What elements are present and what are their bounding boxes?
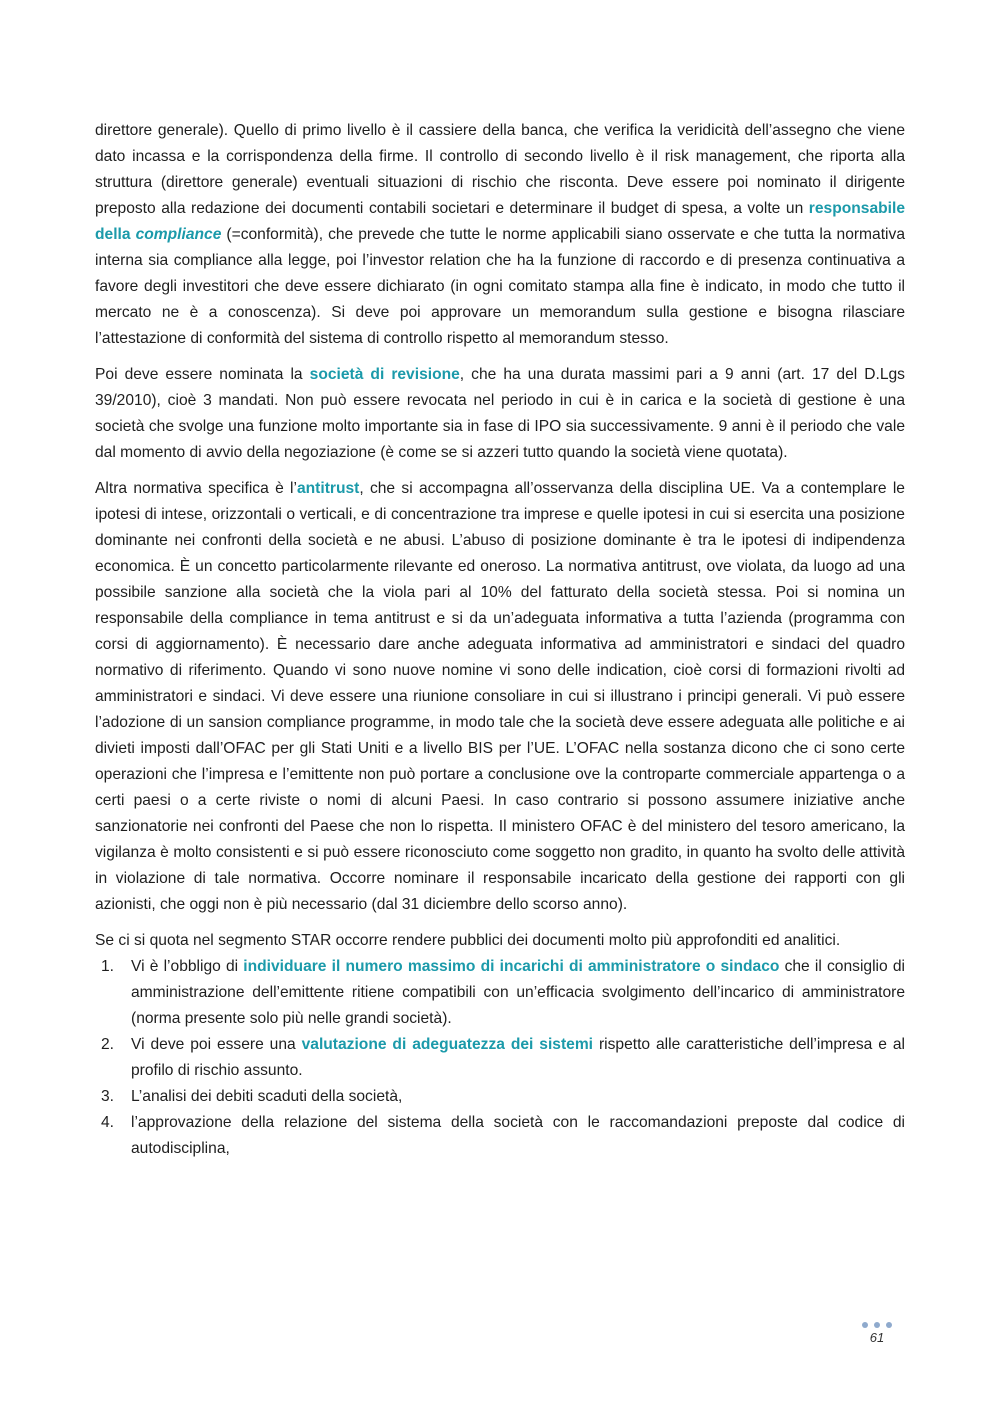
dot-icon (886, 1322, 892, 1328)
list-number: 4. (101, 1114, 115, 1131)
text: Se ci si quota nel segmento STAR occorre rendere pubblici dei documenti molto più approfonditi ed analitici. (95, 932, 841, 949)
highlight-term: individuare il numero massimo di incarichi di amministratore o sindaco (243, 958, 780, 975)
list-number: 2. (101, 1036, 115, 1053)
numbered-list (95, 954, 905, 1162)
text: Vi è l’obbligo di (131, 958, 244, 975)
text: che il consiglio di amministrazione dell’emittente ritiene compatibili con un’efficacia svolgimento dell’incarico di amministratore (norma presente solo più nelle grandi società). (131, 958, 905, 1027)
text: (=conformità), che prevede che tutte le norme applicabili siano osservate e che tutta la normativa interna sia compliance alla legge, poi l’investor relation che ha la funzione di raccordo e di presenza continuativa a favore degli investitori che deve essere dichiarato (in ogni comitato stampa alla fine è indicato, in modo che tutto il mercato ne è a conoscenza). Si deve poi approvare un memorandum sulla gestione e bisogna rilasciare l’attestazione di conformità del sistema di controllo rispetto al memorandum stesso. (95, 226, 905, 347)
highlight-term: valutazione di adeguatezza dei sistemi (301, 1036, 594, 1053)
paragraph-governance (95, 118, 905, 352)
dot-icon (874, 1322, 880, 1328)
text: , che ha una durata massimi pari a 9 anni (art. 17 del D.Lgs 39/2010), cioè 3 mandati. Non può essere revocata nel periodo in cui è in carica e la società di gestione è una società che svolge una funzione molto importante sia in fase di IPO sia successivamente. 9 anni è il periodo che vale dal momento di avvio della negoziazione (è come se si azzeri tutto quando la società viene quotata). (95, 366, 905, 461)
text: rispetto alle caratteristiche dell’impresa e al profilo di rischio assunto. (131, 1036, 905, 1079)
list-item (95, 1032, 905, 1084)
text: L’analisi dei debiti scaduti della società, (131, 1088, 403, 1105)
list-item (95, 1110, 905, 1162)
text: Altra normativa specifica è l’ (95, 480, 297, 497)
page-footer (855, 1322, 899, 1346)
paragraph-revisione (95, 362, 905, 466)
highlight-term-italic: compliance (135, 226, 222, 243)
page-number: 61 (869, 1330, 885, 1345)
highlight-term: antitrust (296, 480, 360, 497)
text: Vi deve poi essere una (131, 1036, 302, 1053)
highlight-term: società di revisione (309, 366, 460, 383)
list-item (95, 1084, 905, 1110)
list-number: 3. (101, 1088, 115, 1105)
document-body (95, 118, 905, 1162)
highlight-term: responsabile della (95, 200, 905, 243)
text: , che si accompagna all’osservanza della disciplina UE. Va a contemplare le ipotesi di intese, orizzontali o verticali, e di concentrazione tra imprese e quelle ipotesi in cui si esercita una posizione dominante nei confronti della società e ne abusi. L’abuso di posizione dominante è tra le ipotesi di indipendenza economica. È un concetto particolarmente rilevante ed oneroso. La normativa antitrust, ove violata, da luogo ad una possibile sanzione alla società che la viola pari al 10% del fatturato della società stessa. Poi si nomina un responsabile della compliance in tema antitrust e si da un’adeguata informativa a tutta l’azienda (programma con corsi di aggiornamento). È necessario dare anche adeguata informativa ad amministratori e sindaci del quadro normativo di riferimento. Quando vi sono nuove nomine vi sono delle indication, cioè corsi di formazioni rivolti ad amministratori e sindaci. Vi deve essere una riunione consoliare in cui si illustrano i principi generali. Vi può essere l’adozione di un sansion compliance programme, in modo tale che la società deve essere adeguata alle politiche e ai divieti imposti dall’OFAC per gli Stati Uniti e a livello BIS per l’UE. L’OFAC nella sostanza dicono che ci sono certe operazioni che l’impresa e l’emittente non può portare a conclusione ove la controparte commerciale appartenga o a certi paesi o a certe riviste o nomi di alcuni Paesi. In caso contrario si possono assumere iniziative anche sanzionatorie nei confronti del Paese che non lo rispetta. Il ministero OFAC è del ministero del tesoro americano, la vigilanza è molto consistenti e si può essere riconosciuto come soggetto non gradito, in quanto ha svolto delle attività in violazione di tale normativa. Occorre nominare il responsabile incaricato della gestione dei rapporti con gli azionisti, che oggi non è più necessario (dal 31 diciembre dello scorso anno). (95, 480, 905, 913)
text: Poi deve essere nominata la (95, 366, 310, 383)
list-item (95, 954, 905, 1032)
text: l’approvazione della relazione del sistema della società con le raccomandazioni preposte dal codice di autodisciplina, (131, 1114, 905, 1157)
paragraph-star (95, 928, 905, 954)
dot-icon (862, 1322, 868, 1328)
decorative-dots-icon (855, 1322, 899, 1330)
paragraph-antitrust (95, 476, 905, 918)
text: direttore generale). Quello di primo livello è il cassiere della banca, che verifica la veridicità dell’assegno che viene dato incassa e la corrispondenza della firme. Il controllo di secondo livello è il risk management, che riporta alla struttura (direttore generale) eventuali situazioni di rischio che risconta. Deve essere poi nominato il dirigente preposto alla redazione dei documenti contabili societari e determinare il budget di spesa, a volte un (95, 122, 905, 217)
list-number: 1. (101, 958, 115, 975)
